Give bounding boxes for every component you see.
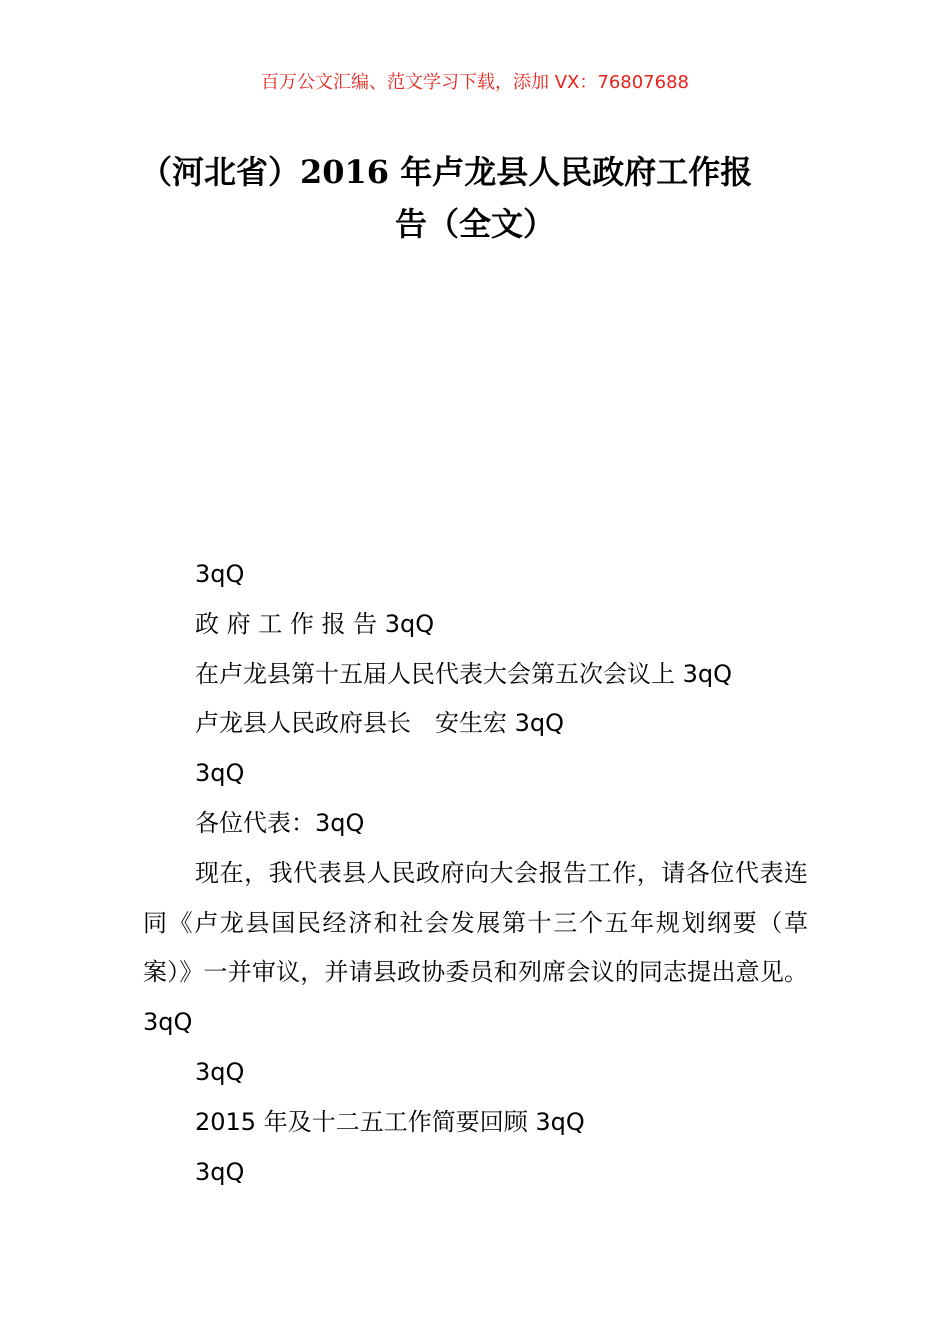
watermark-header: 百万公文汇编、范文学习下载，添加 VX：76807688 — [261, 72, 689, 93]
paragraph-author: 卢龙县人民政府县长 安生宏 3qQ — [195, 709, 565, 738]
title-line-1: （河北省）2016 年卢龙县人民政府工作报 — [140, 153, 753, 191]
document-body — [143, 550, 808, 1197]
document-title — [140, 146, 810, 250]
title-line-2: 告（全文） — [394, 205, 555, 243]
paragraph-section-heading: 2015 年及十二五工作简要回顾 3qQ — [195, 1107, 585, 1136]
paragraph: 3qQ — [195, 759, 245, 788]
paragraph-meeting: 在卢龙县第十五届人民代表大会第五次会议上 3qQ — [195, 659, 733, 688]
paragraph: 3qQ — [195, 1157, 245, 1186]
paragraph: 3qQ — [195, 1057, 245, 1086]
paragraph-report-heading: 政 府 工 作 报 告 3qQ — [195, 609, 435, 638]
paragraph: 3qQ — [195, 560, 245, 588]
paragraph-salutation: 各位代表：3qQ — [195, 808, 365, 837]
paragraph-intro: 现在，我代表县人民政府向大会报告工作，请各位代表连同《卢龙县国民经济和社会发展第十三个五年规划纲要（草案）》一并审议，并请县政协委员和列席会议的同志提出意见。3qQ — [143, 858, 808, 1037]
